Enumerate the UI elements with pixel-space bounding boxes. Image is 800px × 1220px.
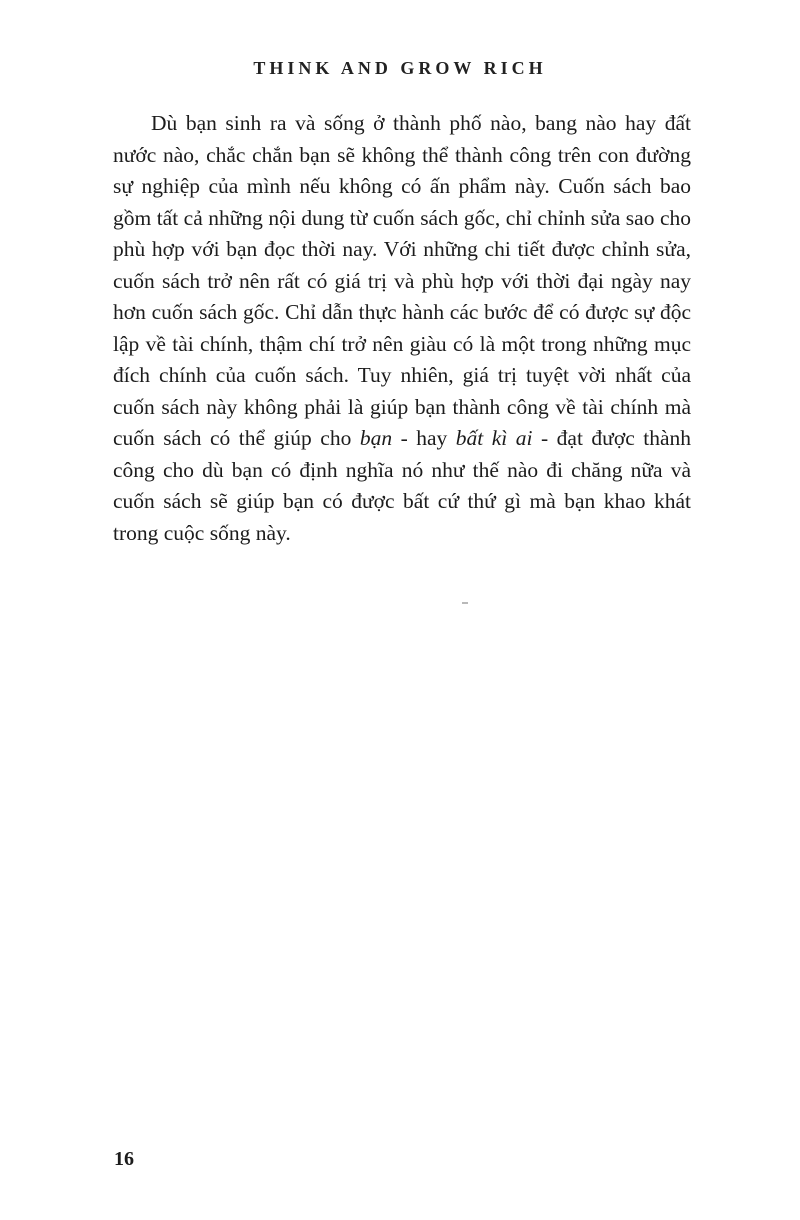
page-number: 16 bbox=[114, 1148, 134, 1170]
text-run: Dù bạn sinh ra và sống ở thành phố nào, bang nào hay đất nước nào, chắc chắn bạn sẽ không thể thành công trên con đường sự nghiệp của mình nếu không có ấn phẩm này. Cuốn sách bao gồm tất cả những nội dung từ cuốn sách gốc, chỉ chỉnh sửa sao cho phù hợp với bạn đọc thời nay. Với những chi tiết được chỉnh sửa, cuốn sách trở nên rất có giá trị và phù hợp với thời đại ngày nay hơn cuốn sách gốc. Chỉ dẫn thực hành các bước để có được sự độc lập về tài chính, thậm chí trở nên giàu có là một trong những mục đích chính của cuốn sách. Tuy nhiên, giá trị tuyệt vời nhất của cuốn sách này không phải là giúp bạn thành công về tài chính mà cuốn sách có thể giúp cho bbox=[113, 111, 691, 450]
text-run: - hay bbox=[392, 426, 456, 450]
text-run: - đạt được thành công cho dù bạn có định nghĩa nó như thế nào đi chăng nữa và cuốn sách sẽ giúp bạn có được bất cứ thứ gì mà bạn khao khát trong cuộc sống này. bbox=[113, 426, 692, 545]
body-text-block bbox=[113, 108, 691, 549]
italic-text-run: bất kì ai bbox=[455, 426, 533, 450]
body-paragraph bbox=[113, 108, 691, 549]
running-header: THINK AND GROW RICH bbox=[253, 58, 547, 78]
italic-text-run: bạn bbox=[359, 426, 393, 450]
scan-artifact bbox=[462, 602, 468, 604]
